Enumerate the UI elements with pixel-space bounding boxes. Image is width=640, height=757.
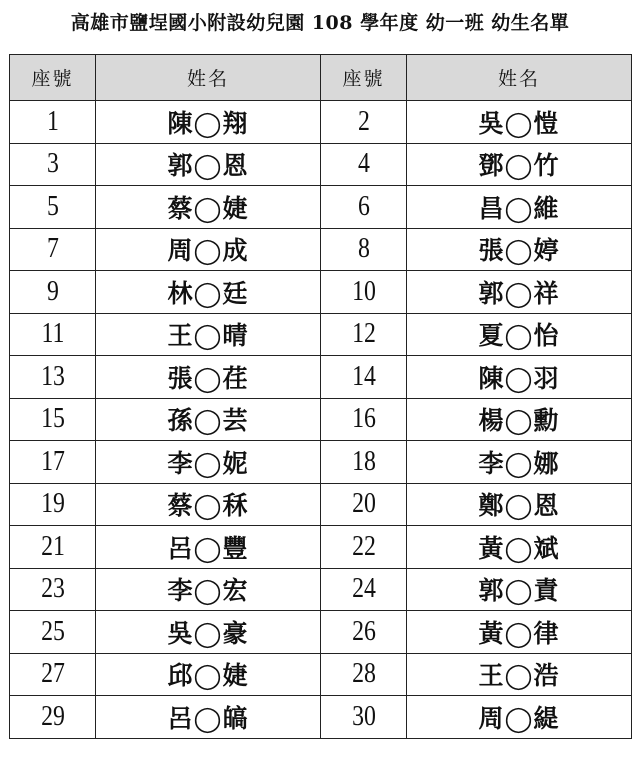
student-name: 王◯浩 xyxy=(407,653,632,696)
seat-number: 24 xyxy=(327,568,400,611)
seat-number: 13 xyxy=(16,356,89,399)
student-name: 呂◯豐 xyxy=(96,526,321,569)
name-header-right: 姓名 xyxy=(407,55,632,101)
seat-number: 3 xyxy=(16,143,89,186)
student-name: 孫◯芸 xyxy=(96,398,321,441)
table-row xyxy=(10,271,632,314)
seat-number: 30 xyxy=(327,696,400,739)
student-name: 郭◯祥 xyxy=(407,271,632,314)
table-row xyxy=(10,568,632,611)
student-name: 蔡◯婕 xyxy=(96,186,321,229)
seat-number: 16 xyxy=(327,398,400,441)
student-name: 呂◯皜 xyxy=(96,696,321,739)
table-row xyxy=(10,101,632,144)
student-name: 吳◯豪 xyxy=(96,611,321,654)
header-row xyxy=(10,55,632,101)
seat-number: 14 xyxy=(327,356,400,399)
student-name: 王◯晴 xyxy=(96,313,321,356)
table-row xyxy=(10,696,632,739)
student-name: 夏◯怡 xyxy=(407,313,632,356)
roster-table xyxy=(9,54,632,739)
student-name: 楊◯勳 xyxy=(407,398,632,441)
student-name: 周◯緹 xyxy=(407,696,632,739)
table-row xyxy=(10,483,632,526)
table-row xyxy=(10,313,632,356)
student-name: 黃◯律 xyxy=(407,611,632,654)
seat-number: 10 xyxy=(327,271,400,314)
student-name: 陳◯羽 xyxy=(407,356,632,399)
student-name: 黃◯斌 xyxy=(407,526,632,569)
student-name: 昌◯維 xyxy=(407,186,632,229)
seat-number: 5 xyxy=(16,186,89,229)
seat-number: 17 xyxy=(16,441,89,484)
table-row xyxy=(10,653,632,696)
student-name: 周◯成 xyxy=(96,228,321,271)
seat-number: 20 xyxy=(327,483,400,526)
seat-number: 22 xyxy=(327,526,400,569)
student-name: 鄭◯恩 xyxy=(407,483,632,526)
table-row xyxy=(10,398,632,441)
page-title: 高雄市鹽埕國小附設幼兒園 108 學年度 幼一班 幼生名單 xyxy=(70,12,570,34)
student-name: 邱◯婕 xyxy=(96,653,321,696)
seat-number: 1 xyxy=(16,101,89,144)
table-row xyxy=(10,526,632,569)
seat-number: 18 xyxy=(327,441,400,484)
student-name: 郭◯責 xyxy=(407,568,632,611)
seat-number: 7 xyxy=(16,228,89,271)
name-header-left: 姓名 xyxy=(96,55,321,101)
seat-number: 28 xyxy=(327,653,400,696)
seat-number: 27 xyxy=(16,653,89,696)
seat-number: 29 xyxy=(16,696,89,739)
student-name: 鄧◯竹 xyxy=(407,143,632,186)
student-name: 張◯荏 xyxy=(96,356,321,399)
seat-header-left: 座號 xyxy=(10,55,96,101)
seat-number: 12 xyxy=(327,313,400,356)
seat-number: 4 xyxy=(327,143,400,186)
seat-number: 8 xyxy=(327,228,400,271)
student-name: 蔡◯秝 xyxy=(96,483,321,526)
table-row xyxy=(10,143,632,186)
seat-number: 2 xyxy=(327,101,400,144)
seat-number: 11 xyxy=(16,313,89,356)
table-row xyxy=(10,186,632,229)
seat-number: 19 xyxy=(16,483,89,526)
student-name: 林◯廷 xyxy=(96,271,321,314)
student-name: 吳◯愷 xyxy=(407,101,632,144)
seat-header-right: 座號 xyxy=(321,55,407,101)
student-name: 李◯妮 xyxy=(96,441,321,484)
student-name: 張◯婷 xyxy=(407,228,632,271)
seat-number: 26 xyxy=(327,611,400,654)
seat-number: 25 xyxy=(16,611,89,654)
table-row xyxy=(10,441,632,484)
seat-number: 9 xyxy=(16,271,89,314)
seat-number: 15 xyxy=(16,398,89,441)
table-row xyxy=(10,228,632,271)
student-name: 郭◯恩 xyxy=(96,143,321,186)
table-row xyxy=(10,611,632,654)
seat-number: 6 xyxy=(327,186,400,229)
table-row xyxy=(10,356,632,399)
student-name: 李◯宏 xyxy=(96,568,321,611)
seat-number: 23 xyxy=(16,568,89,611)
student-name: 李◯娜 xyxy=(407,441,632,484)
student-name: 陳◯翔 xyxy=(96,101,321,144)
seat-number: 21 xyxy=(16,526,89,569)
roster-body xyxy=(10,101,632,739)
